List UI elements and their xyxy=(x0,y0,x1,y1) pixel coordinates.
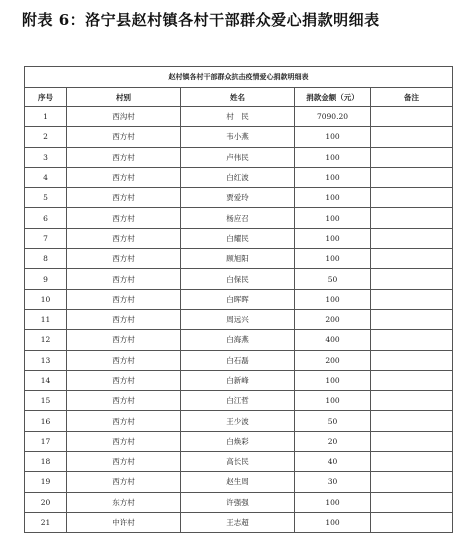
cell-name: 杨应召 xyxy=(181,208,295,228)
cell-remark xyxy=(371,147,453,167)
cell-name: 许强强 xyxy=(181,492,295,512)
cell-remark xyxy=(371,452,453,472)
cell-serial: 6 xyxy=(25,208,67,228)
cell-village: 西方村 xyxy=(67,370,181,390)
cell-village: 西方村 xyxy=(67,289,181,309)
cell-remark xyxy=(371,350,453,370)
table-row xyxy=(25,309,453,329)
cell-amount: 200 xyxy=(295,350,371,370)
cell-remark xyxy=(371,167,453,187)
page-title: 附表 6：洛宁县赵村镇各村干部群众爱心捐款明细表 xyxy=(22,11,380,29)
cell-name: 顾旭阳 xyxy=(181,249,295,269)
cell-village: 东方村 xyxy=(67,492,181,512)
cell-amount: 200 xyxy=(295,309,371,329)
header-name: 姓名 xyxy=(181,88,295,107)
cell-amount: 30 xyxy=(295,472,371,492)
header-remark: 备注 xyxy=(371,88,453,107)
cell-remark xyxy=(371,370,453,390)
cell-serial: 4 xyxy=(25,167,67,187)
cell-village: 西方村 xyxy=(67,391,181,411)
cell-village: 西方村 xyxy=(67,167,181,187)
table-row xyxy=(25,228,453,248)
cell-amount: 100 xyxy=(295,228,371,248)
cell-amount: 100 xyxy=(295,127,371,147)
table-row xyxy=(25,107,453,127)
table-row xyxy=(25,188,453,208)
cell-amount: 100 xyxy=(295,167,371,187)
cell-village: 西方村 xyxy=(67,452,181,472)
header-village: 村别 xyxy=(67,88,181,107)
cell-serial: 13 xyxy=(25,350,67,370)
cell-serial: 21 xyxy=(25,512,67,532)
header-amount: 捐款金额（元） xyxy=(295,88,371,107)
cell-name: 白江哲 xyxy=(181,391,295,411)
table-row xyxy=(25,289,453,309)
donation-table xyxy=(24,66,453,533)
table-row xyxy=(25,350,453,370)
cell-serial: 2 xyxy=(25,127,67,147)
cell-remark xyxy=(371,309,453,329)
cell-village: 西方村 xyxy=(67,249,181,269)
cell-remark xyxy=(371,411,453,431)
cell-remark xyxy=(371,492,453,512)
cell-serial: 19 xyxy=(25,472,67,492)
cell-remark xyxy=(371,289,453,309)
cell-village: 西沟村 xyxy=(67,107,181,127)
cell-remark xyxy=(371,269,453,289)
table-row xyxy=(25,411,453,431)
cell-name: 村 民 xyxy=(181,107,295,127)
cell-name: 卢伟民 xyxy=(181,147,295,167)
table-row xyxy=(25,452,453,472)
cell-remark xyxy=(371,431,453,451)
cell-remark xyxy=(371,127,453,147)
cell-serial: 15 xyxy=(25,391,67,411)
cell-village: 西方村 xyxy=(67,350,181,370)
cell-remark xyxy=(371,188,453,208)
cell-amount: 100 xyxy=(295,370,371,390)
cell-remark xyxy=(371,208,453,228)
cell-remark xyxy=(371,228,453,248)
cell-serial: 8 xyxy=(25,249,67,269)
cell-serial: 3 xyxy=(25,147,67,167)
cell-village: 西方村 xyxy=(67,188,181,208)
cell-amount: 100 xyxy=(295,208,371,228)
table-row xyxy=(25,391,453,411)
table-row xyxy=(25,269,453,289)
cell-amount: 100 xyxy=(295,289,371,309)
cell-name: 白石磊 xyxy=(181,350,295,370)
cell-name: 高长民 xyxy=(181,452,295,472)
table-row xyxy=(25,208,453,228)
cell-amount: 40 xyxy=(295,452,371,472)
cell-village: 西方村 xyxy=(67,208,181,228)
cell-name: 白海燕 xyxy=(181,330,295,350)
table-row xyxy=(25,472,453,492)
cell-name: 白新峰 xyxy=(181,370,295,390)
table-row xyxy=(25,492,453,512)
cell-name: 韦小燕 xyxy=(181,127,295,147)
cell-serial: 20 xyxy=(25,492,67,512)
header-serial: 序号 xyxy=(25,88,67,107)
cell-serial: 18 xyxy=(25,452,67,472)
table-row xyxy=(25,147,453,167)
table-row xyxy=(25,167,453,187)
table-row xyxy=(25,249,453,269)
cell-serial: 14 xyxy=(25,370,67,390)
cell-amount: 100 xyxy=(295,492,371,512)
cell-remark xyxy=(371,330,453,350)
cell-amount: 20 xyxy=(295,431,371,451)
cell-name: 白晖晖 xyxy=(181,289,295,309)
cell-amount: 400 xyxy=(295,330,371,350)
cell-name: 王志超 xyxy=(181,512,295,532)
cell-remark xyxy=(371,391,453,411)
cell-amount: 100 xyxy=(295,188,371,208)
cell-village: 西方村 xyxy=(67,228,181,248)
cell-amount: 100 xyxy=(295,249,371,269)
cell-serial: 17 xyxy=(25,431,67,451)
cell-serial: 11 xyxy=(25,309,67,329)
cell-serial: 12 xyxy=(25,330,67,350)
table-row xyxy=(25,127,453,147)
table-row xyxy=(25,330,453,350)
cell-amount: 100 xyxy=(295,391,371,411)
table-caption: 赵村镇各村干部群众抗击疫情爱心捐款明细表 xyxy=(25,67,453,88)
cell-name: 白焕彩 xyxy=(181,431,295,451)
cell-village: 西方村 xyxy=(67,472,181,492)
cell-amount: 7090.20 xyxy=(295,107,371,127)
cell-amount: 100 xyxy=(295,147,371,167)
cell-village: 西方村 xyxy=(67,330,181,350)
cell-village: 西方村 xyxy=(67,147,181,167)
cell-village: 西方村 xyxy=(67,431,181,451)
cell-village: 中许村 xyxy=(67,512,181,532)
cell-remark xyxy=(371,107,453,127)
cell-village: 西方村 xyxy=(67,127,181,147)
cell-serial: 7 xyxy=(25,228,67,248)
table-row xyxy=(25,431,453,451)
cell-serial: 5 xyxy=(25,188,67,208)
cell-village: 西方村 xyxy=(67,411,181,431)
table-row xyxy=(25,512,453,532)
cell-name: 王少波 xyxy=(181,411,295,431)
cell-name: 白红波 xyxy=(181,167,295,187)
cell-remark xyxy=(371,512,453,532)
cell-village: 西方村 xyxy=(67,269,181,289)
cell-name: 贾爱玲 xyxy=(181,188,295,208)
cell-serial: 1 xyxy=(25,107,67,127)
cell-remark xyxy=(371,472,453,492)
cell-remark xyxy=(371,249,453,269)
table-row xyxy=(25,370,453,390)
cell-serial: 16 xyxy=(25,411,67,431)
cell-name: 白耀民 xyxy=(181,228,295,248)
cell-serial: 9 xyxy=(25,269,67,289)
cell-serial: 10 xyxy=(25,289,67,309)
cell-village: 西方村 xyxy=(67,309,181,329)
cell-amount: 50 xyxy=(295,269,371,289)
cell-name: 白保民 xyxy=(181,269,295,289)
cell-amount: 100 xyxy=(295,512,371,532)
cell-name: 赵生周 xyxy=(181,472,295,492)
cell-name: 周远兴 xyxy=(181,309,295,329)
cell-amount: 50 xyxy=(295,411,371,431)
